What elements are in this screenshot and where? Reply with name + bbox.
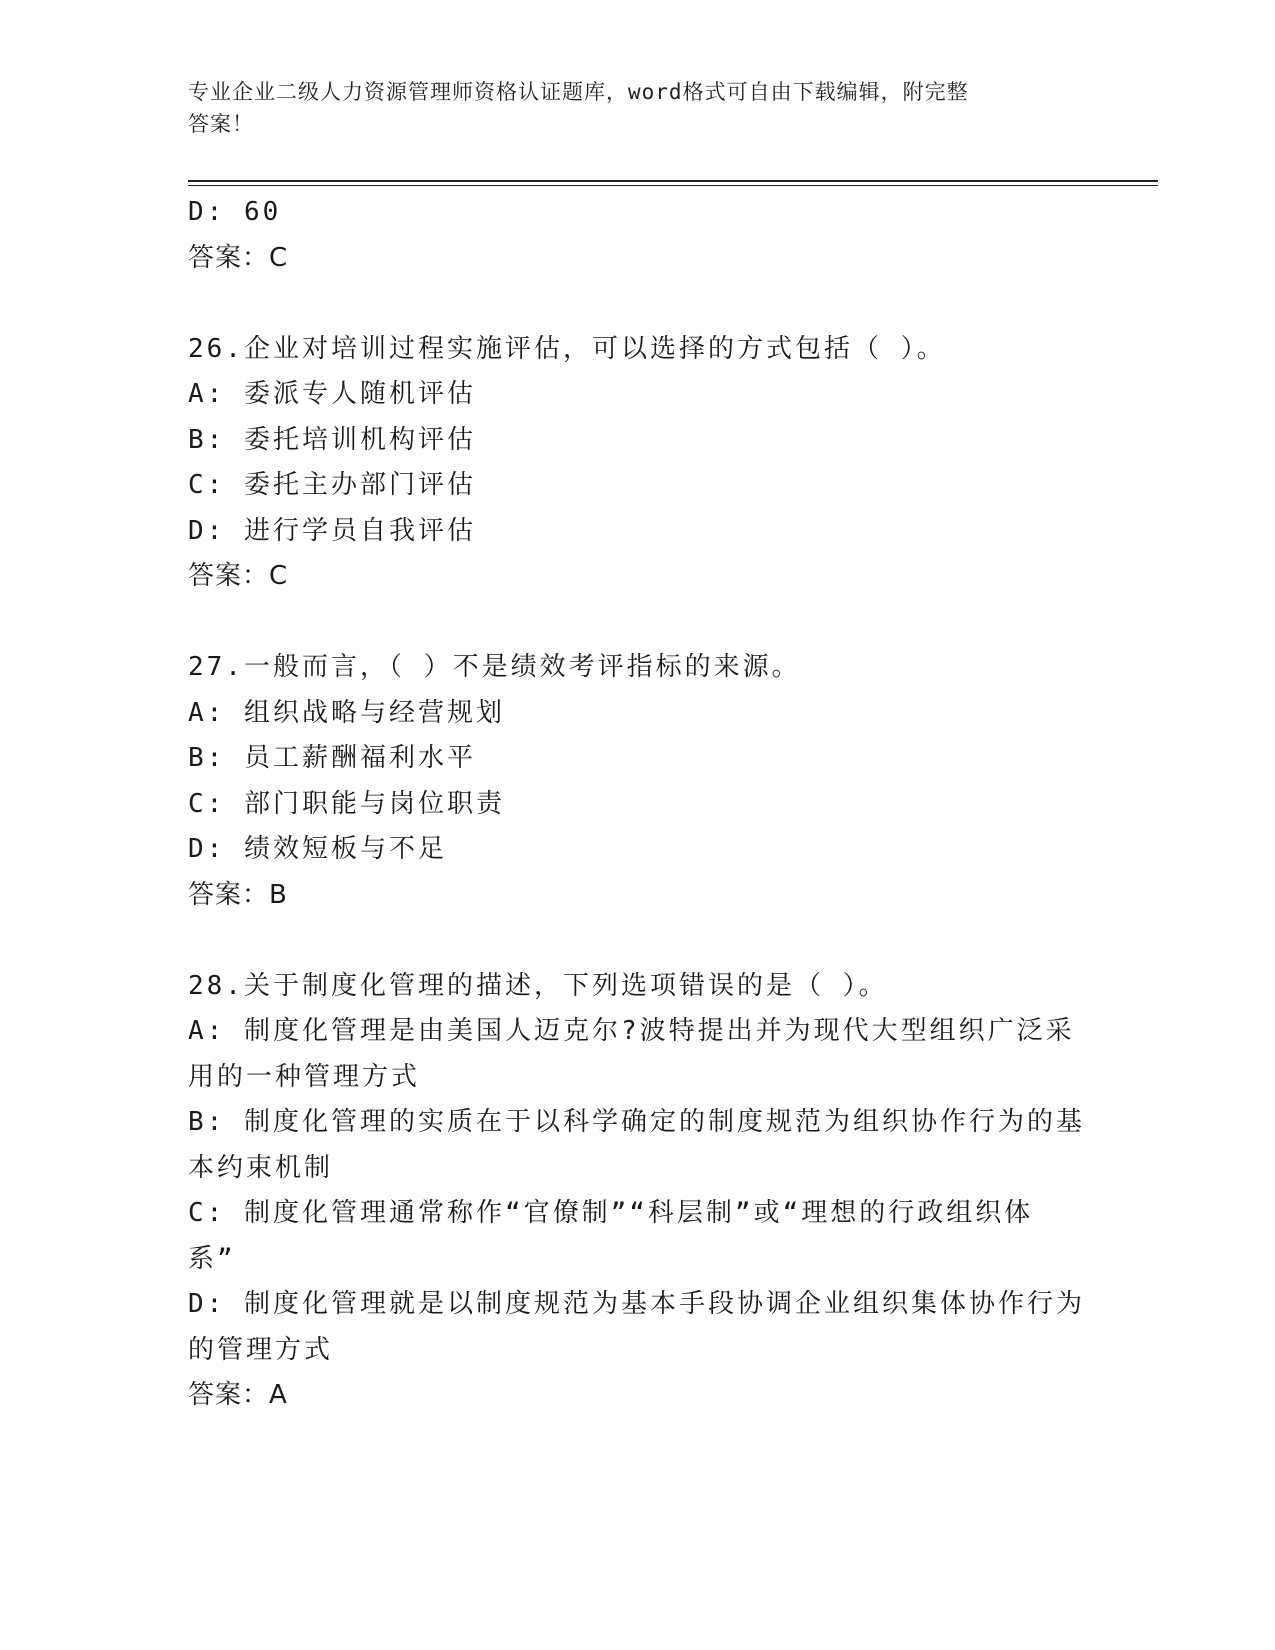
option-c: C: 制度化管理通常称作“官僚制”“科层制”或“理想的行政组织体 xyxy=(188,1198,1034,1228)
option-c: C: 委托主办部门评估 xyxy=(188,470,476,500)
option-a: A: 组织战略与经营规划 xyxy=(188,697,505,728)
option-a: A: 制度化管理是由美国人迈克尔?波特提出并为现代大型组织广泛采 xyxy=(188,1016,1075,1046)
option-d-continued: 的管理方式 xyxy=(188,1334,334,1365)
header-rule-thick xyxy=(188,180,1158,182)
answer: 答案：A xyxy=(188,1380,288,1410)
option-b-continued: 本约束机制 xyxy=(188,1152,334,1183)
question-27 xyxy=(188,645,1088,918)
question-stem: 28.关于制度化管理的描述，下列选项错误的是（ ）。 xyxy=(188,970,888,1001)
option-c: C: 部门职能与岗位职责 xyxy=(188,788,505,819)
question-28 xyxy=(188,964,1088,1419)
option-a-continued: 用的一种管理方式 xyxy=(188,1061,421,1092)
option-b: B: 制度化管理的实质在于以科学确定的制度规范为组织协作行为的基 xyxy=(188,1107,1085,1137)
option-b: B: 委托培训机构评估 xyxy=(188,424,476,455)
spacer xyxy=(188,918,1088,964)
question-stem: 27.一般而言，（ ）不是绩效考评指标的来源。 xyxy=(188,652,801,682)
option-b: B: 员工薪酬福利水平 xyxy=(188,743,476,773)
spacer xyxy=(188,281,1088,327)
header-line-1: 专业企业二级人力资源管理师资格认证题库，word格式可自由下载编辑，附完整 xyxy=(188,80,969,104)
answer: 答案：C xyxy=(188,561,289,591)
question-stem: 26.企业对培训过程实施评估，可以选择的方式包括（ ）。 xyxy=(188,333,946,364)
page-header xyxy=(188,76,1088,140)
header-rule-thin xyxy=(188,185,1158,186)
spacer xyxy=(188,600,1088,646)
question-content xyxy=(188,190,1088,1419)
option-d: D: 进行学员自我评估 xyxy=(188,515,476,546)
option-d: D: 绩效短板与不足 xyxy=(188,834,447,864)
prev-option-d: D: 60 xyxy=(188,197,282,227)
header-line-2: 答案！ xyxy=(188,112,254,136)
answer: 答案：B xyxy=(188,879,288,910)
option-c-continued: 系” xyxy=(188,1243,236,1274)
question-26 xyxy=(188,327,1088,600)
prev-answer: 答案：C xyxy=(188,242,289,273)
option-d: D: 制度化管理就是以制度规范为基本手段协调企业组织集体协作行为 xyxy=(188,1289,1085,1319)
option-a: A: 委派专人随机评估 xyxy=(188,379,476,409)
